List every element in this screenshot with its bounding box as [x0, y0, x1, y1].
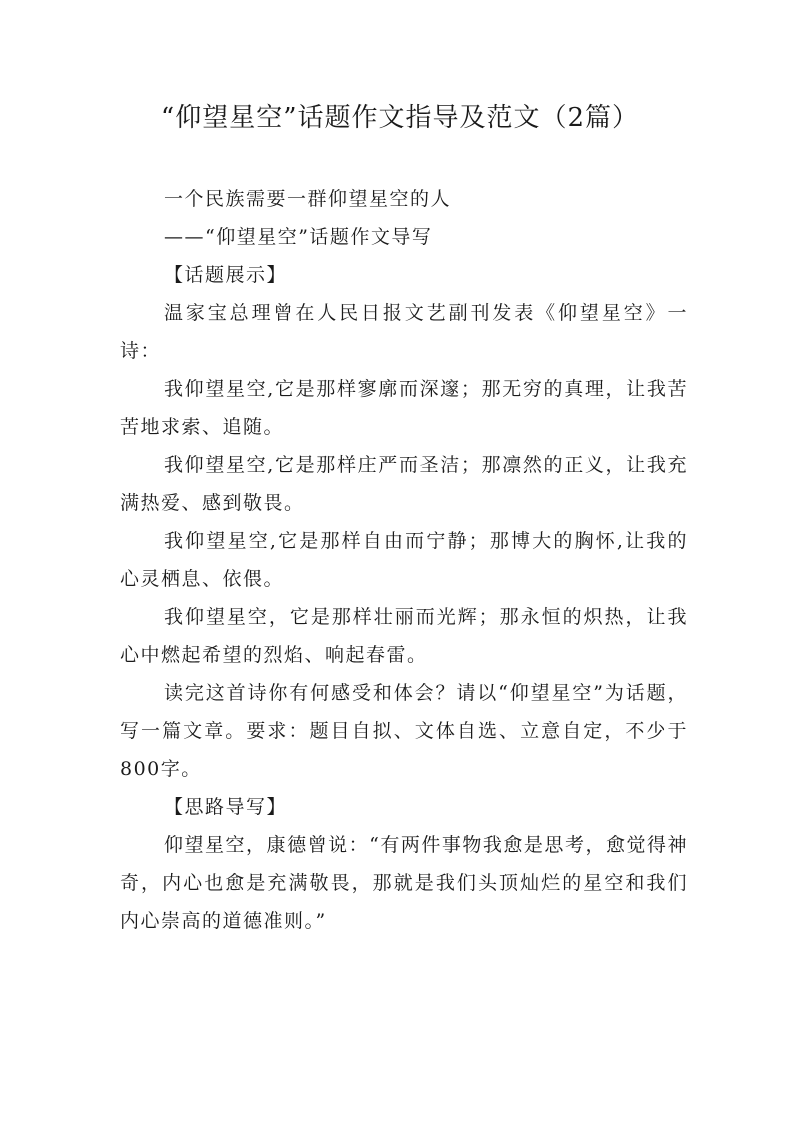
section-heading-topic: 【话题展示】 — [164, 264, 288, 286]
paragraph-intro: 温家宝总理曾在人民日报文艺副刊发表《仰望星空》一诗： — [120, 302, 688, 362]
paragraph-prompt: 读完这首诗你有何感受和体会？请以“仰望星空”为话题，写一篇文章。要求：题目自拟、文体自选、立意自定，不少于800字。 — [120, 682, 688, 780]
section-heading-guide: 【思路导写】 — [164, 796, 288, 818]
poem-stanza-1: 我仰望星空,它是那样寥廓而深邃；那无穷的真理，让我苦苦地求索、追随。 — [120, 378, 688, 438]
document-title: “仰望星空”话题作文指导及范文（2篇） — [160, 103, 640, 133]
paragraph-kant-quote: 仰望星空，康德曾说：“有两件事物我愈是思考，愈觉得神奇，内心也愈是充满敬畏，那就是我们头顶灿烂的星空和我们内心崇高的道德准则。” — [120, 834, 688, 932]
poem-stanza-4: 我仰望星空，它是那样壮丽而光辉；那永恒的炽热，让我心中燃起希望的烈焰、响起春雷。 — [120, 606, 688, 666]
document-body — [120, 180, 688, 940]
paragraph-subtitle: 一个民族需要一群仰望星空的人 — [164, 188, 452, 210]
poem-stanza-3: 我仰望星空,它是那样自由而宁静；那博大的胸怀,让我的心灵栖息、依偎。 — [120, 530, 688, 590]
poem-stanza-2: 我仰望星空,它是那样庄严而圣洁；那凛然的正义，让我充满热爱、感到敬畏。 — [120, 454, 688, 514]
paragraph-subtitle-guide: ——“仰望星空”话题作文导写 — [164, 226, 433, 248]
